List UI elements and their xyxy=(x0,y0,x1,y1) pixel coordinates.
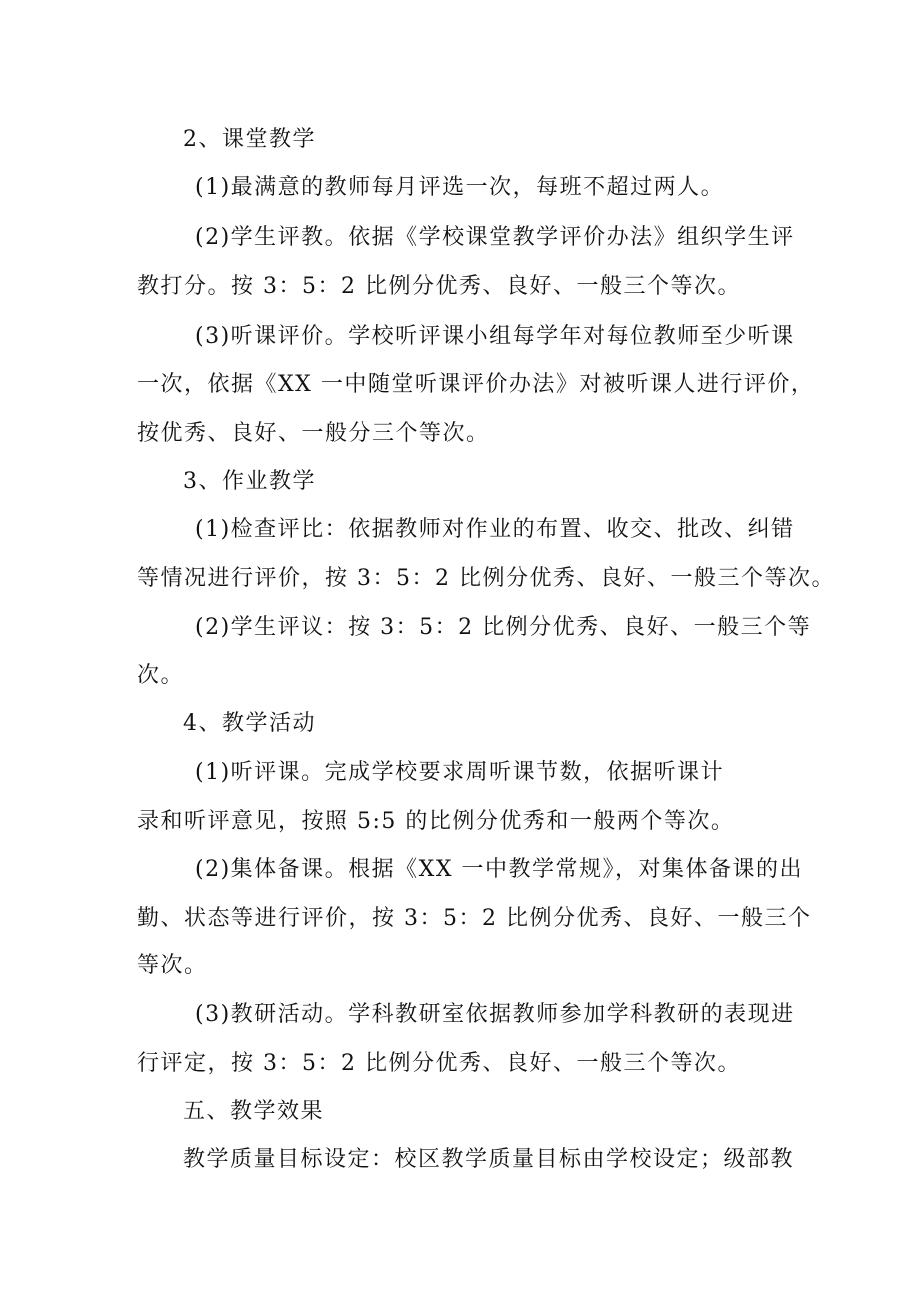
paragraph-line: (2)集体备课。根据《XX 一中教学常规》，对集体备课的出 xyxy=(195,857,803,882)
paragraph-line: 行评定，按 3：5：2 比例分优秀、良好、一般三个等次。 xyxy=(137,1051,741,1076)
paragraph-line: 录和听评意见，按照 5:5 的比例分优秀和一般两个等次。 xyxy=(137,809,735,834)
paragraph-line: (2)学生评教。依据《学校课堂教学评价办法》组织学生评 xyxy=(195,225,795,250)
paragraph-line: 一次，依据《XX 一中随堂听课评价办法》对被听课人进行评价， xyxy=(137,372,815,397)
paragraph-line: 勤、状态等进行评价，按 3：5：2 比例分优秀、良好、一般三个 xyxy=(137,906,812,931)
paragraph-line: (2)学生评议：按 3：5：2 比例分优秀、良好、一般三个等 xyxy=(195,615,812,640)
heading-teaching-results: 五、教学效果 xyxy=(183,1099,325,1124)
heading-classroom-teaching: 2、课堂教学 xyxy=(183,127,316,152)
paragraph-line: 等次。 xyxy=(137,953,208,978)
paragraph-line: (1)最满意的教师每月评选一次，每班不超过两人。 xyxy=(195,175,725,200)
paragraph-line: 次。 xyxy=(137,663,185,688)
paragraph-line: 等情况进行评价，按 3：5：2 比例分优秀、良好、一般三个等次。 xyxy=(137,566,835,591)
heading-teaching-activities: 4、教学活动 xyxy=(183,711,316,736)
paragraph-line: 教打分。按 3：5：2 比例分优秀、良好、一般三个等次。 xyxy=(137,274,741,299)
paragraph-line: 按优秀、良好、一般分三个等次。 xyxy=(137,421,490,446)
paragraph-line: (1)听评课。完成学校要求周听课节数，依据听课计 xyxy=(195,760,725,785)
paragraph-line: (3)教研活动。学科教研室依据教师参加学科教研的表现进 xyxy=(195,1002,795,1027)
paragraph-line: (3)听课评价。学校听评课小组每学年对每位教师至少听课 xyxy=(195,324,795,349)
paragraph-line: 教学质量目标设定：校区教学质量目标由学校设定；级部教 xyxy=(183,1147,795,1172)
paragraph-line: (1)检查评比：依据教师对作业的布置、收交、批改、纠错 xyxy=(195,517,795,542)
heading-homework-teaching: 3、作业教学 xyxy=(183,469,316,494)
